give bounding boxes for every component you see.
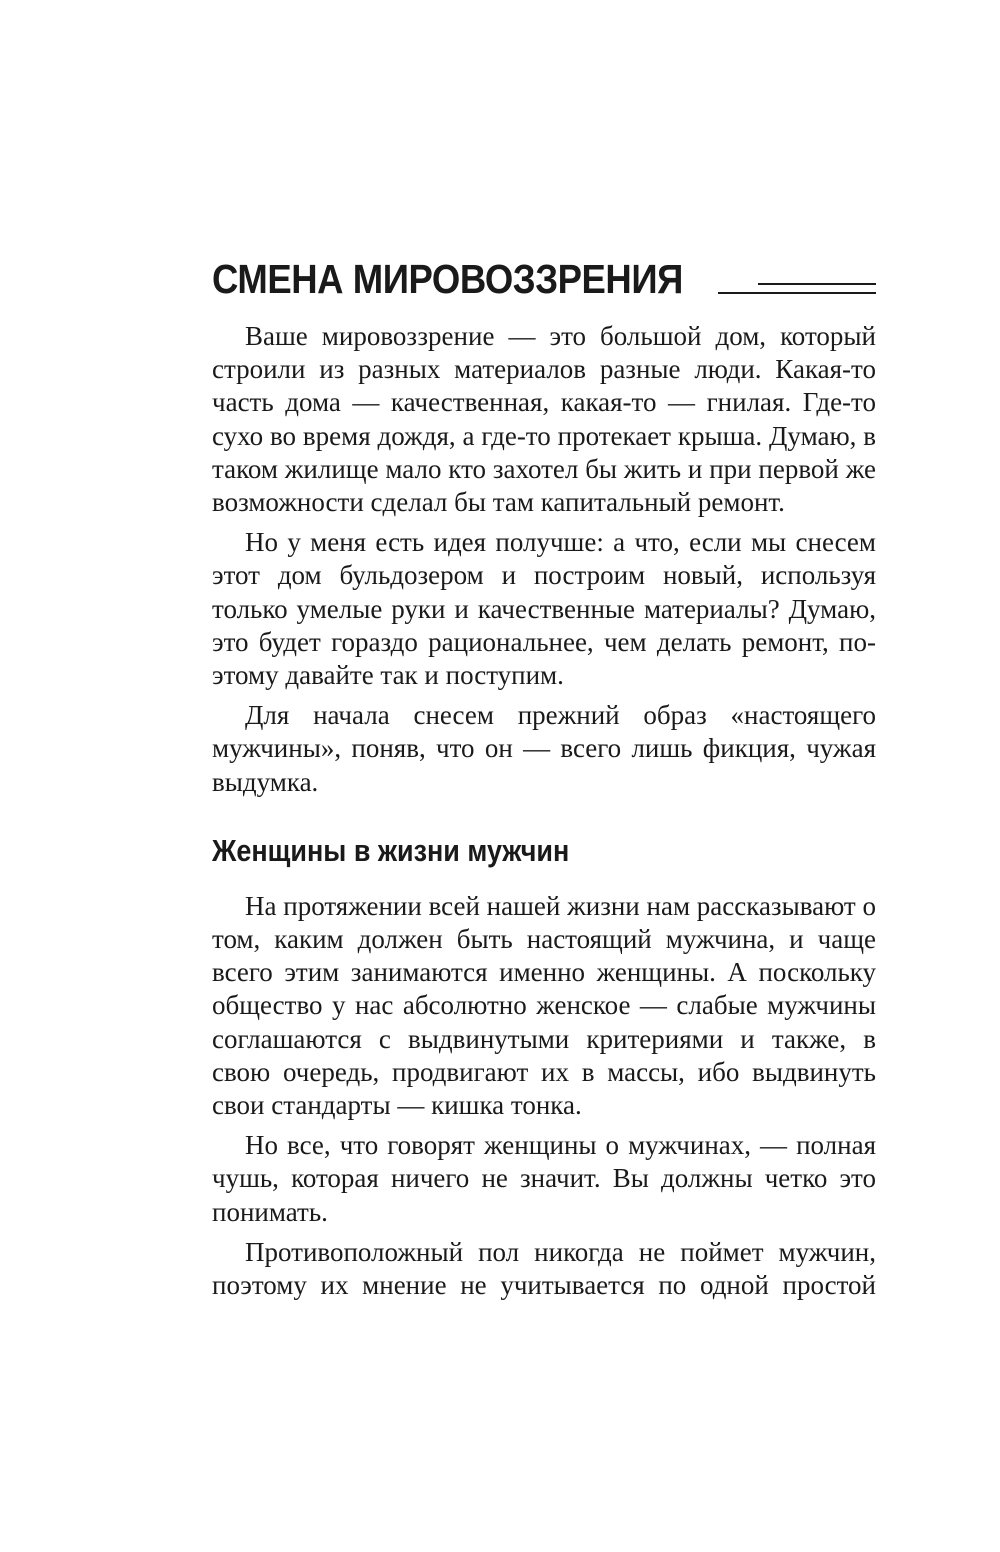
paragraph: Ваше мировоззрение — это большой дом, который строили из разных материалов разные люди. Какая-то часть дома — качественная, какая-то — гнилая. Где-то сухо во время дождя, а где-то протекает крыша. Думаю, в таком жилище мало кто захотел бы жить и при первой же возможности сделал бы там капитальный ремонт. [212,321,876,518]
chapter-header [212,252,876,300]
section-heading: Женщины в жизни мужчин [212,832,570,868]
paragraph: Противоположный пол никогда не поймет мужчин, поэтому их мнение не учитывается по одной простой [212,1236,876,1301]
paragraph: Для начала снесем прежний образ «настоящего мужчины», поняв, что он — всего лишь фикция, чужая выдумка. [212,700,876,797]
title-decorative-rule [718,283,876,294]
paragraph: Но все, что говорят женщины о мужчинах, — полная чушь, которая ничего не значит. Вы должны четко это понимать. [212,1130,876,1227]
chapter-title: СМЕНА МИРОВОЗЗРЕНИЯ [212,256,683,302]
book-page [212,252,876,1309]
paragraph: На протяжении всей нашей жизни нам рассказывают о том, каким должен быть настоящий мужчина, и чаще всего этим занимаются именно женщины. А поскольку общество у нас абсолютно женское — слабые мужчины соглашаются с выдвинутыми критериями и также, в свою очередь, продвигают их в массы, ибо выдвинуть свои стандарты — кишка тонка. [212,890,876,1121]
paragraph: Но у меня есть идея получше: а что, если мы снесем этот дом бульдозером и построим новый, используя только умелые руки и качественные материалы? Думаю, это будет гораздо рациональнее, чем делать ремонт, поэтому давайте так и поступим. [212,527,876,691]
